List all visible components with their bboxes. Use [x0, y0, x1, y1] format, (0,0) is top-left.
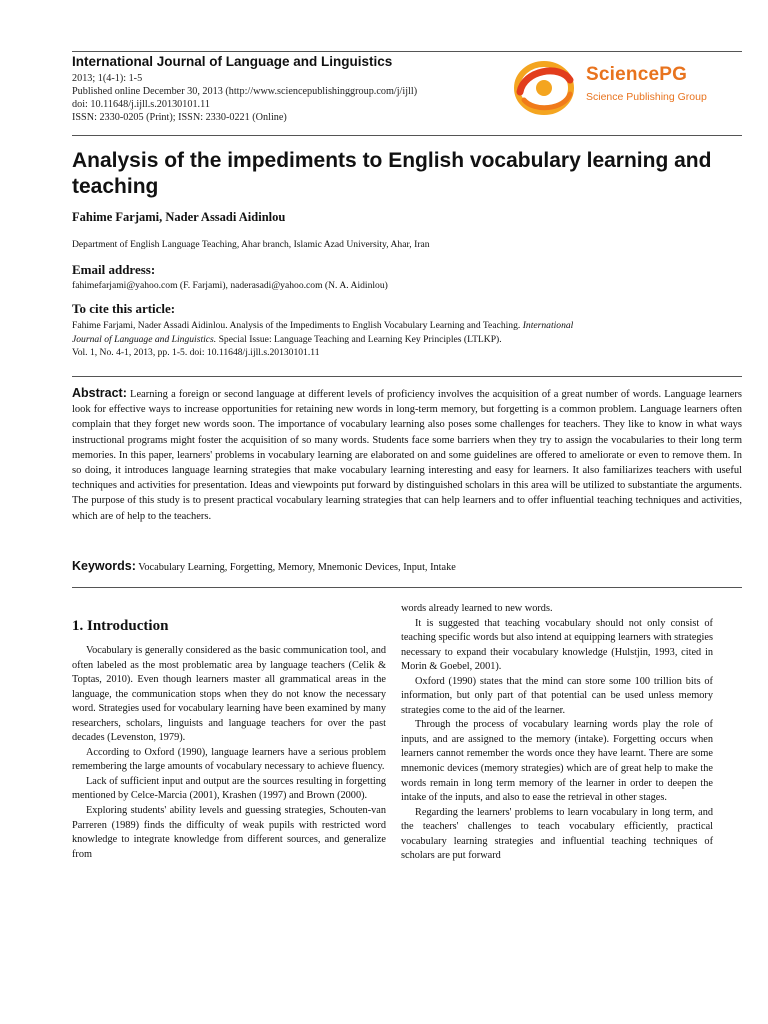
paragraph: It is suggested that teaching vocabulary should not only consist of teaching specific words but also intend at equipping learners with strategies necessary to expand their vocabulary knowledge (Hulstjin, 1993, cited in Morin & Goebel, 2001).	[401, 617, 713, 673]
section-heading-introduction: 1. Introduction	[72, 618, 169, 634]
journal-meta	[72, 72, 502, 124]
paragraph: Lack of sufficient input and output are the sources resulting in forgetting mentioned by Celce-Marcia (2001), Krashen (1997) and Brown (2000).	[72, 775, 386, 802]
author-affiliation: Department of English Language Teaching, Ahar branch, Islamic Azad University, Ahar, Iran	[72, 239, 430, 250]
meta-published: Published online December 30, 2013 (http://www.sciencepublishinggroup.com/j/ijll)	[72, 86, 418, 97]
paragraph: Exploring students' ability levels and guessing strategies, Schouten-van Parreren (1989) finds the difficulty of weak pupils with restricted word knowledge to integrate knowledge from different sources, and generalize from	[72, 805, 386, 860]
citation-line-3: Vol. 1, No. 4-1, 2013, pp. 1-5. doi: 10.11648/j.ijll.s.20130101.11	[72, 347, 320, 359]
citation-text: Fahime Farjami, Nader Assadi Aidinlou. Analysis of the Impediments to English Vocabulary Learning and Teaching.	[72, 320, 523, 331]
sciencepg-swirl-icon	[510, 58, 582, 118]
column-left	[72, 644, 386, 862]
paragraph-continued: words already learned to new words.	[401, 603, 553, 614]
citation-issue: Special Issue: Language Teaching and Learning Key Principles (LTLKP).	[216, 333, 502, 345]
logo-subtitle: Science Publishing Group	[586, 91, 707, 103]
column-right	[401, 602, 713, 864]
meta-issn: ISSN: 2330-0205 (Print); ISSN: 2330-0221 (Online)	[72, 112, 287, 123]
paragraph: Regarding the learners' problems to learn vocabulary in long term, and the teachers' challenges to teach vocabulary efficiently, practical vocabulary learning strategies and influential teaching techniques of scholars are put forward	[401, 806, 713, 862]
citation-line-2	[72, 333, 712, 347]
abstract-text: Learning a foreign or second language at different levels of proficiency involves the acquisition of a great number of words. Language learners look for effective ways to increase opportunities for retaining new words in long-term memory, but forgetting is a common problem. Language learners often complain that they forget new words soon. The importance of vocabulary learning also poses some challenges for teachers. They like to know in what ways instructional programs might foster the acquisition of so many words. Students face some barriers when they try to assign the vocabularies to their long term memories. In this paper, learners' problems in vocabulary learning are elaborated on and some guidelines are offered to ameliorate or even to remove them. In so doing, it introduces language learning strategies that make vocabulary learning interesting and easy for learners. It also familiarizes teachers with useful techniques and activities for presentation. Ideas and viewpoints put forward by distinguished scholars in this area will be utilized to substantiate the arguments. The purpose of this study is to present practical vocabulary learning strategies that can help learners and to offer influential teaching techniques and activities, which are of help to the teachers.	[72, 389, 743, 522]
article-authors: Fahime Farjami, Nader Assadi Aidinlou	[72, 210, 286, 224]
article-title: Analysis of the impediments to English vocabulary learning and teaching	[72, 149, 712, 198]
sciencepg-logo	[510, 58, 742, 118]
header-rule	[72, 135, 742, 136]
keywords-label: Keywords:	[72, 559, 136, 573]
paragraph: Vocabulary is generally considered as the basic communication tool, and often labeled as the most problematic area by language teachers (Celik & Toptas, 2010). Even though learners master all grammatical areas in the language, the communication stops when they do not know the necessary word. Strategies used for vocabulary learning have been examined by many researchers, scholars, linguists and language teachers for over the past decades (Levenston, 1979).	[72, 645, 386, 744]
citation-journal-cont: Journal of Language and Linguistics.	[72, 333, 217, 345]
citation-journal: International	[522, 320, 574, 331]
paragraph: Oxford (1990) states that the mind can store some 100 trillion bits of information, but only part of that potential can be used unless memory strategies come to the aid of the learner.	[401, 675, 713, 716]
citation-block	[72, 319, 712, 360]
logo-brand-text: SciencePG	[586, 64, 688, 85]
meta-doi: doi: 10.11648/j.ijll.s.20130101.11	[72, 99, 210, 110]
paragraph: According to Oxford (1990), language learners have a serious problem remembering the large amounts of vocabulary necessary to achieve fluency.	[72, 746, 386, 773]
journal-title: International Journal of Language and Linguistics	[72, 54, 393, 69]
keywords-text: Vocabulary Learning, Forgetting, Memory, Mnemonic Devices, Input, Intake	[138, 562, 456, 573]
email-heading: Email address:	[72, 262, 156, 277]
keywords-bottom-rule	[72, 587, 742, 588]
abstract-top-rule	[72, 376, 742, 377]
top-rule	[72, 51, 742, 52]
abstract-label: Abstract:	[72, 386, 127, 400]
paragraph: Through the process of vocabulary learning words play the role of inputs, and are assigned to the memory (intake). Forgetting occurs when learners cannot remember the words once they have learnt. There are some mnemonic devices (memory strategies) which are of great help to make the words remain in long term memory of the learner in order to deepen the intake of the inputs, and also to ease the retrieval in other stages.	[401, 719, 713, 804]
meta-volume: 2013; 1(4-1): 1-5	[72, 73, 143, 84]
cite-heading: To cite this article:	[72, 301, 176, 316]
keywords	[72, 559, 742, 573]
email-addresses: fahimefarjami@yahoo.com (F. Farjami), naderasadi@yahoo.com (N. A. Aidinlou)	[72, 280, 388, 291]
abstract	[72, 386, 742, 524]
citation-line-1	[72, 319, 712, 333]
